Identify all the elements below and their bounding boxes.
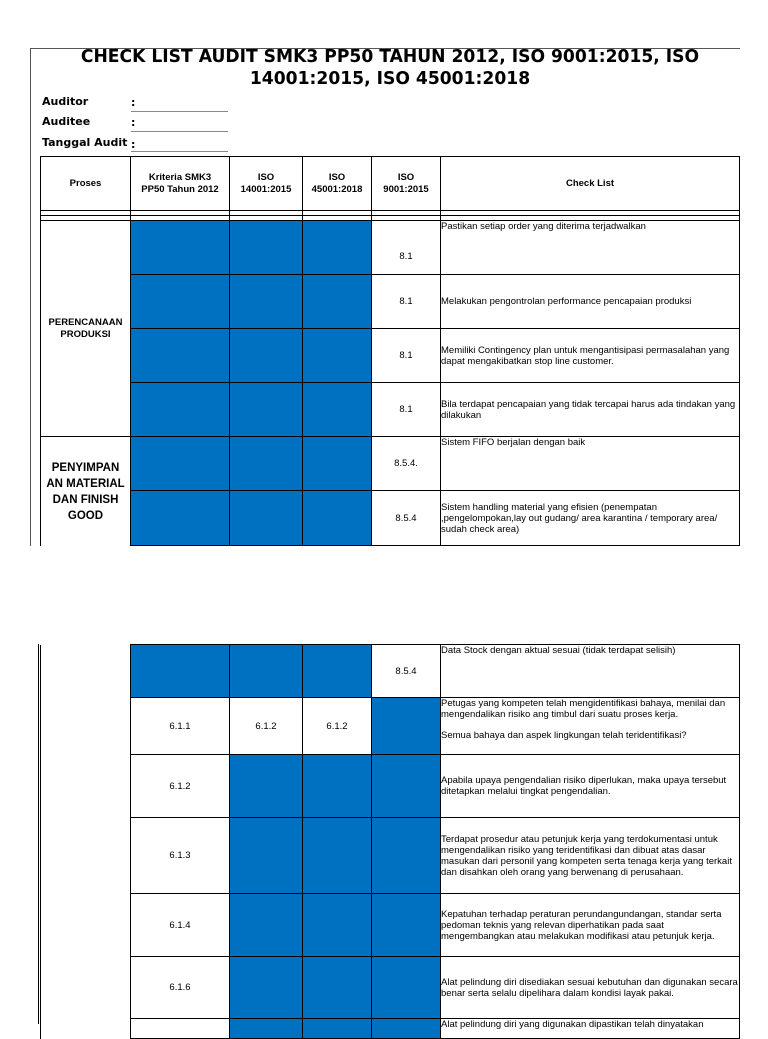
iso14001-cell xyxy=(230,383,303,437)
smk3-cell: 6.1.4 xyxy=(131,894,230,957)
smk3-cell: 6.1.1 xyxy=(131,698,230,755)
auditee-colon: : xyxy=(131,116,136,129)
checklist-cell: Bila terdapat pencapaian yang tidak tercapai harus ada tindakan yang dilakukan xyxy=(441,383,740,437)
smk3-cell: 6.1.6 xyxy=(131,957,230,1019)
table-header-row xyxy=(41,157,740,211)
iso9001-cell xyxy=(372,698,441,755)
checklist-cell: Melakukan pengontrolan performance pencapaian produksi xyxy=(441,275,740,329)
checklist-cell: Data Stock dengan aktual sesuai (tidak terdapat selisih) xyxy=(441,645,740,698)
tanggal-audit-colon: : xyxy=(131,138,136,151)
table-row xyxy=(41,818,740,894)
iso45001-cell xyxy=(303,957,372,1019)
iso9001-cell: 8.5.4 xyxy=(372,491,441,546)
header-proses: Proses xyxy=(41,157,131,211)
smk3-cell xyxy=(131,491,230,546)
checklist-cell: Pastikan setiap order yang diterima terjadwalkan xyxy=(441,221,740,275)
table-row xyxy=(41,491,740,546)
group-perencanaan: PERENCANAAN PRODUKSI xyxy=(41,221,131,437)
table-row xyxy=(41,1019,740,1039)
iso14001-cell xyxy=(230,818,303,894)
tanggal-audit-field[interactable] xyxy=(131,151,228,152)
iso9001-cell xyxy=(372,894,441,957)
iso14001-cell xyxy=(230,221,303,275)
header-iso45001: ISO 45001:2018 xyxy=(303,157,372,211)
iso14001-cell xyxy=(230,957,303,1019)
table-row xyxy=(41,329,740,383)
checklist-cell: Kepatuhan terhadap peraturan perundangundangan, standar serta pedoman teknis yang relevan diperhatikan pada saat mengembangkan atau melakukan modifikasi atau petunjuk kerja. xyxy=(441,894,740,957)
header-iso9001: ISO 9001:2015 xyxy=(372,157,441,211)
table-row xyxy=(41,894,740,957)
iso14001-cell xyxy=(230,329,303,383)
iso9001-cell: 8.1 xyxy=(372,329,441,383)
checklist-cell: Terdapat prosedur atau petunjuk kerja yang terdokumentasi untuk mengendalikan risiko yang teridentifikasi dan dibuat atas dasar masukan dari personil yang kompeten serta tenaga kerja yang terkait dan disahkan oleh orang yang berwenang di perusahaan. xyxy=(441,818,740,894)
smk3-cell xyxy=(131,437,230,491)
smk3-cell xyxy=(131,275,230,329)
header-iso14001: ISO 14001:2015 xyxy=(230,157,303,211)
title-line-1: CHECK LIST AUDIT SMK3 PP50 TAHUN 2012, ISO 9001:2015, ISO xyxy=(80,47,700,67)
iso9001-cell xyxy=(372,1019,441,1039)
checklist-table-2 xyxy=(40,644,740,1039)
header-smk3: Kriteria SMK3 PP50 Tahun 2012 xyxy=(131,157,230,211)
checklist-cell: Alat pelindung diri yang digunakan dipastikan telah dinyatakan xyxy=(441,1019,740,1039)
proses-continuation xyxy=(41,645,131,1039)
smk3-cell xyxy=(131,329,230,383)
smk3-cell xyxy=(131,221,230,275)
table-row xyxy=(41,437,740,491)
iso9001-cell xyxy=(372,957,441,1019)
iso14001-cell xyxy=(230,645,303,698)
tanggal-audit-label: Tanggal Audit xyxy=(42,136,128,149)
iso45001-cell xyxy=(303,491,372,546)
table-row xyxy=(41,275,740,329)
table-row xyxy=(41,221,740,275)
iso9001-cell: 8.1 xyxy=(372,221,441,275)
checklist-cell: Alat pelindung diri disediakan sesuai kebutuhan dan digunakan secara benar serta selalu dipelihara dalam kondisi layak pakai. xyxy=(441,957,740,1019)
iso14001-cell xyxy=(230,894,303,957)
iso14001-cell xyxy=(230,755,303,818)
checklist-cell: Apabila upaya pengendalian risiko diperlukan, maka upaya tersebut ditetapkan melalui tingkat pengendalian. xyxy=(441,755,740,818)
table-row xyxy=(41,698,740,755)
iso45001-cell xyxy=(303,329,372,383)
checklist-cell: Sistem handling material yang efisien (penempatan ,pengelompokan,lay out gudang/ area karantina / temporary area/ sudah check area) xyxy=(441,491,740,546)
auditee-field[interactable] xyxy=(131,131,228,132)
header-checklist: Check List xyxy=(441,157,740,211)
iso14001-cell xyxy=(230,1019,303,1039)
checklist-cell: Petugas yang kompeten telah mengidentifikasi bahaya, menilai dan mengendalikan risiko ang timbul dari suatu proses kerja. Semua bahaya dan aspek lingkungan telah teridentifikasi? xyxy=(441,698,740,755)
iso14001-cell xyxy=(230,275,303,329)
table-row xyxy=(41,645,740,698)
iso45001-cell xyxy=(303,755,372,818)
iso9001-cell xyxy=(372,818,441,894)
smk3-cell xyxy=(131,645,230,698)
auditor-colon: : xyxy=(131,96,136,109)
page2-left-border xyxy=(38,644,39,1024)
auditor-field[interactable] xyxy=(131,111,228,112)
smk3-cell: 6.1.3 xyxy=(131,818,230,894)
left-border xyxy=(30,48,31,546)
checklist-table-1 xyxy=(40,156,740,546)
group-penyimpanan: PENYIMPAN AN MATERIAL DAN FINISH GOOD xyxy=(41,437,131,546)
table-row xyxy=(41,755,740,818)
iso45001-cell xyxy=(303,894,372,957)
table-row xyxy=(41,957,740,1019)
iso45001-cell xyxy=(303,818,372,894)
iso45001-cell xyxy=(303,645,372,698)
document-title xyxy=(47,46,733,90)
title-line-2: 14001:2015, ISO 45001:2018 xyxy=(249,69,531,89)
iso45001-cell xyxy=(303,275,372,329)
iso45001-cell: 6.1.2 xyxy=(303,698,372,755)
checklist-cell: Sistem FIFO berjalan dengan baik xyxy=(441,437,740,491)
table-row xyxy=(41,383,740,437)
iso9001-cell xyxy=(372,755,441,818)
smk3-cell: 6.1.2 xyxy=(131,755,230,818)
iso45001-cell xyxy=(303,1019,372,1039)
iso45001-cell xyxy=(303,221,372,275)
iso9001-cell: 8.1 xyxy=(372,275,441,329)
iso9001-cell: 8.5.4 xyxy=(372,645,441,698)
iso45001-cell xyxy=(303,383,372,437)
iso45001-cell xyxy=(303,437,372,491)
smk3-cell xyxy=(131,383,230,437)
iso9001-cell: 8.1 xyxy=(372,383,441,437)
auditor-label: Auditor xyxy=(42,95,89,108)
iso14001-cell xyxy=(230,491,303,546)
auditee-label: Auditee xyxy=(42,115,91,128)
smk3-cell xyxy=(131,1019,230,1039)
iso14001-cell xyxy=(230,437,303,491)
checklist-cell: Memiliki Contingency plan untuk mengantisipasi permasalahan yang dapat mengakibatkan stop line customer. xyxy=(441,329,740,383)
iso14001-cell: 6.1.2 xyxy=(230,698,303,755)
iso9001-cell: 8.5.4. xyxy=(372,437,441,491)
